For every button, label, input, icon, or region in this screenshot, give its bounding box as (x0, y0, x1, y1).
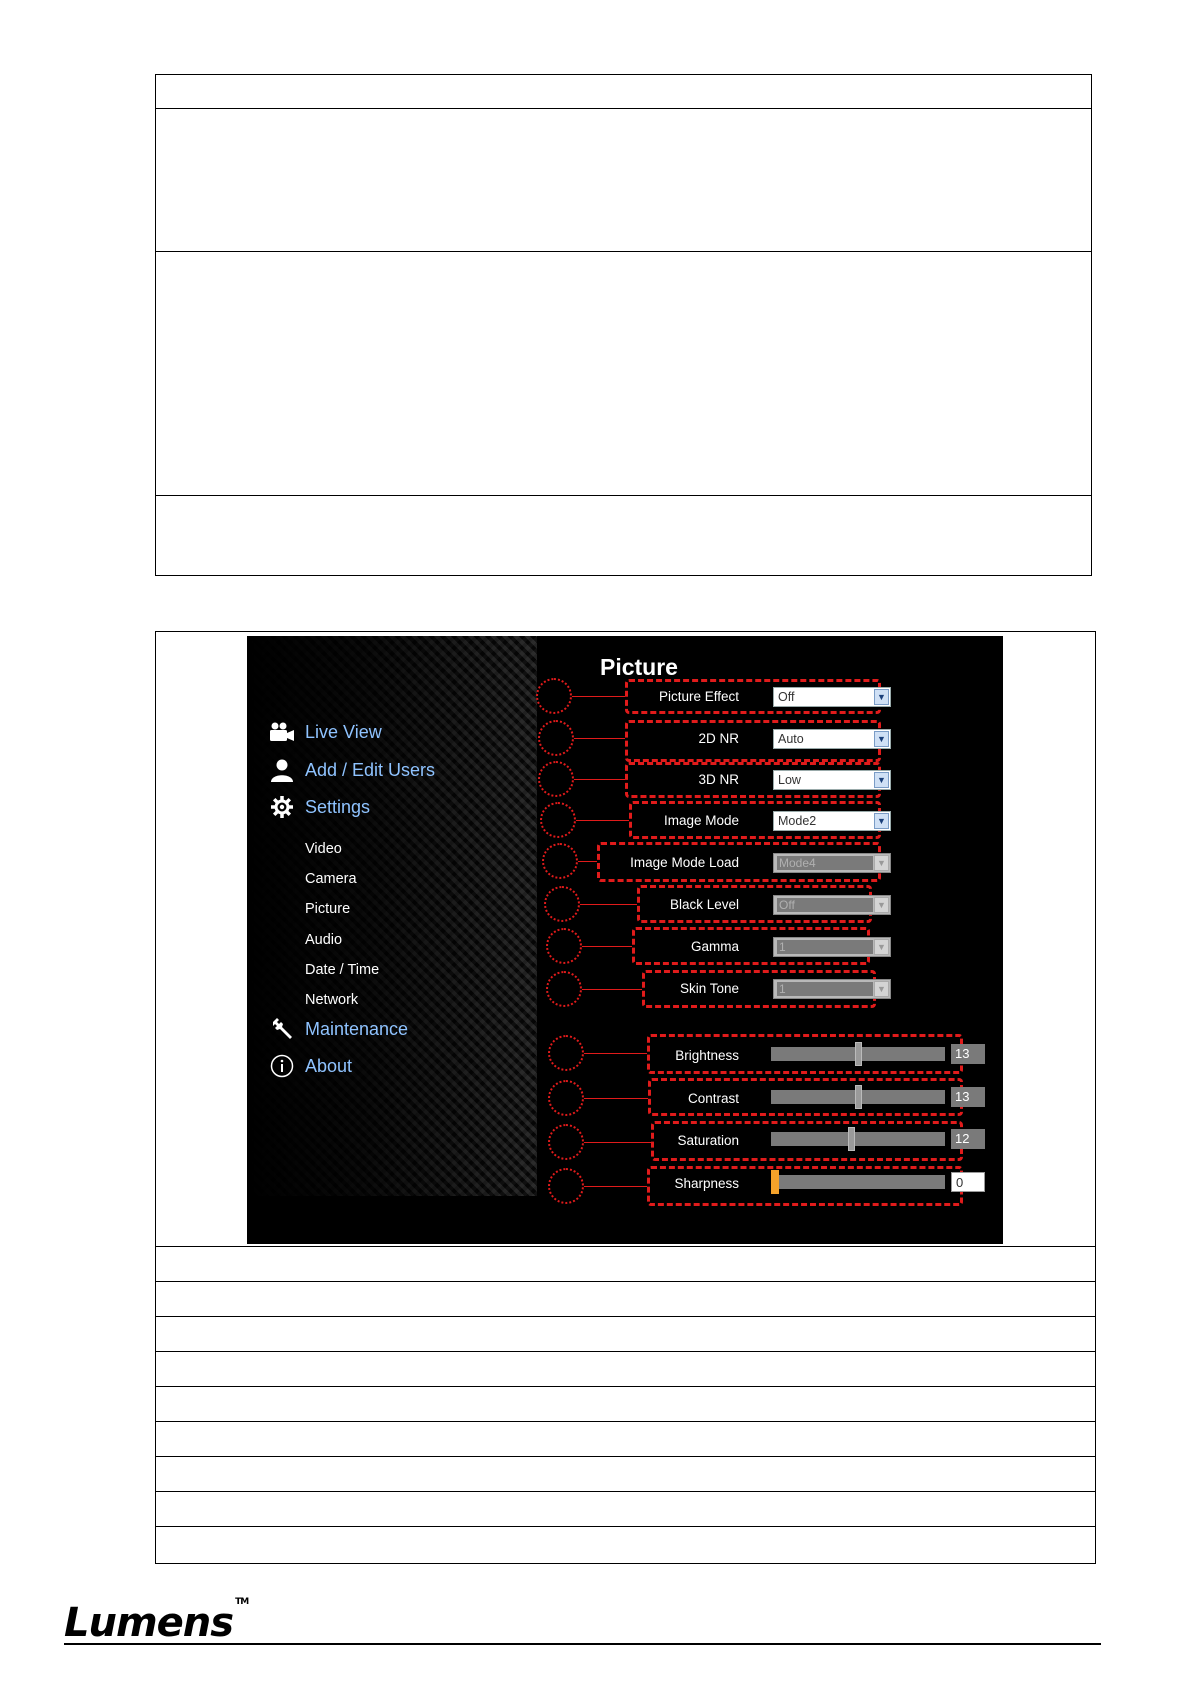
gamma-label: Gamma (690, 939, 739, 954)
callout-circle (542, 843, 578, 879)
image-mode-load-label: Image Mode Load (630, 855, 739, 870)
skin-tone-value: 1 (777, 982, 873, 996)
saturation-slider[interactable] (771, 1132, 945, 1146)
skin-tone-select[interactable] (773, 979, 891, 999)
chevron-down-icon: ▼ (874, 981, 889, 997)
callout-circle (548, 1080, 584, 1116)
image-mode-label: Image Mode (663, 813, 739, 828)
video-camera-icon (269, 719, 295, 745)
saturation-value[interactable]: 12 (951, 1129, 985, 1149)
sharpness-slider-thumb[interactable] (771, 1170, 779, 1194)
3d-nr-label: 3D NR (698, 772, 739, 787)
picture-settings-screenshot (247, 636, 1003, 1244)
nav-sub-picture[interactable]: Picture (305, 901, 351, 917)
nav-sub-network[interactable]: Network (305, 992, 359, 1008)
3d-nr-value: Low (778, 773, 801, 787)
callout-leader (584, 1098, 648, 1099)
chevron-down-icon: ▼ (874, 855, 889, 871)
contrast-value[interactable]: 13 (951, 1087, 985, 1107)
contrast-label: Contrast (687, 1091, 739, 1106)
callout-leader (574, 779, 625, 780)
black-level-value: Off (777, 898, 873, 912)
gear-icon (269, 794, 295, 820)
2d-nr-value: Auto (778, 732, 804, 746)
table-row-divider (156, 1246, 1095, 1247)
black-level-select[interactable] (773, 895, 891, 915)
2d-nr-label: 2D NR (698, 731, 739, 746)
callout-leader (582, 989, 642, 990)
callout-circle (538, 761, 574, 797)
table-row-divider (156, 251, 1091, 252)
sharpness-value[interactable]: 0 (951, 1172, 985, 1192)
picture-effect-label: Picture Effect (658, 689, 739, 704)
top-table (155, 74, 1092, 576)
lumens-logo (64, 1596, 249, 1646)
callout-circle (548, 1168, 584, 1204)
nav-maintenance[interactable] (269, 1016, 408, 1042)
callout-leader (576, 820, 629, 821)
nav-settings[interactable] (269, 794, 370, 820)
nav-sub-camera[interactable]: Camera (305, 871, 357, 887)
image-mode-load-select[interactable] (773, 853, 891, 873)
table-row-divider (156, 1526, 1095, 1527)
chevron-down-icon: ▼ (874, 689, 889, 705)
callout-leader (584, 1053, 647, 1054)
contrast-slider[interactable] (771, 1090, 945, 1104)
callout-circle (548, 1035, 584, 1071)
sharpness-label: Sharpness (674, 1176, 739, 1191)
table-row-divider (156, 108, 1091, 109)
info-icon (269, 1053, 295, 1079)
nav-settings-label: Settings (305, 796, 371, 817)
picture-effect-value: Off (778, 690, 795, 704)
brightness-label: Brightness (675, 1048, 739, 1063)
user-icon (269, 757, 295, 783)
table-row-divider (156, 1351, 1095, 1352)
callout-leader (578, 861, 597, 862)
nav-add-edit-users-label: Add / Edit Users (305, 759, 436, 780)
saturation-slider-thumb[interactable] (848, 1127, 855, 1151)
table-row-divider (156, 1421, 1095, 1422)
chevron-down-icon: ▼ (874, 939, 889, 955)
chevron-down-icon: ▼ (874, 813, 889, 829)
nav-sub-video[interactable]: Video (305, 841, 342, 857)
callout-circle (544, 886, 580, 922)
brightness-slider-thumb[interactable] (855, 1042, 862, 1066)
chevron-down-icon: ▼ (874, 897, 889, 913)
trademark-mark: TM (235, 1596, 249, 1607)
callout-circle (538, 720, 574, 756)
table-row-divider (156, 1491, 1095, 1492)
table-row-divider (156, 1316, 1095, 1317)
callout-circle (548, 1124, 584, 1160)
table-row-divider (156, 1281, 1095, 1282)
table-row-divider (156, 495, 1091, 496)
chevron-down-icon: ▼ (874, 772, 889, 788)
nav-sub-date-time[interactable]: Date / Time (305, 962, 380, 978)
wrench-icon (269, 1016, 295, 1042)
callout-circle (546, 971, 582, 1007)
2d-nr-select[interactable] (773, 729, 891, 749)
nav-live-view[interactable] (269, 719, 382, 745)
callout-leader (574, 738, 625, 739)
nav-live-view-label: Live View (305, 721, 382, 742)
callout-leader (584, 1142, 651, 1143)
nav-about[interactable] (269, 1053, 352, 1079)
chevron-down-icon: ▼ (874, 731, 889, 747)
picture-effect-select[interactable] (773, 687, 891, 707)
sharpness-slider[interactable] (771, 1175, 945, 1189)
nav-maintenance-label: Maintenance (305, 1018, 409, 1039)
contrast-slider-thumb[interactable] (855, 1085, 862, 1109)
image-mode-load-value: Mode4 (777, 856, 873, 870)
nav-about-label: About (305, 1055, 353, 1076)
callout-leader (580, 904, 637, 905)
brightness-value[interactable]: 13 (951, 1044, 985, 1064)
logo-text: Lumens (64, 1600, 234, 1646)
callout-circle (546, 928, 582, 964)
skin-tone-label: Skin Tone (679, 981, 739, 996)
footer-rule (64, 1643, 1101, 1645)
callout-leader (572, 696, 625, 697)
page-title: Picture (600, 654, 678, 680)
nav-add-edit-users[interactable] (269, 757, 435, 783)
gamma-value: 1 (777, 940, 873, 954)
saturation-label: Saturation (677, 1133, 739, 1148)
table-row-divider (156, 1386, 1095, 1387)
3d-nr-select[interactable] (773, 770, 891, 790)
callout-leader (584, 1186, 647, 1187)
brightness-slider[interactable] (771, 1047, 945, 1061)
gamma-select[interactable] (773, 937, 891, 957)
image-mode-select[interactable] (773, 811, 891, 831)
callout-leader (582, 946, 632, 947)
table-row-divider (156, 1456, 1095, 1457)
callout-circle (540, 802, 576, 838)
nav-sub-audio[interactable]: Audio (305, 932, 343, 948)
image-mode-value: Mode2 (778, 814, 817, 828)
callout-circle (536, 678, 572, 714)
black-level-label: Black Level (669, 897, 739, 912)
